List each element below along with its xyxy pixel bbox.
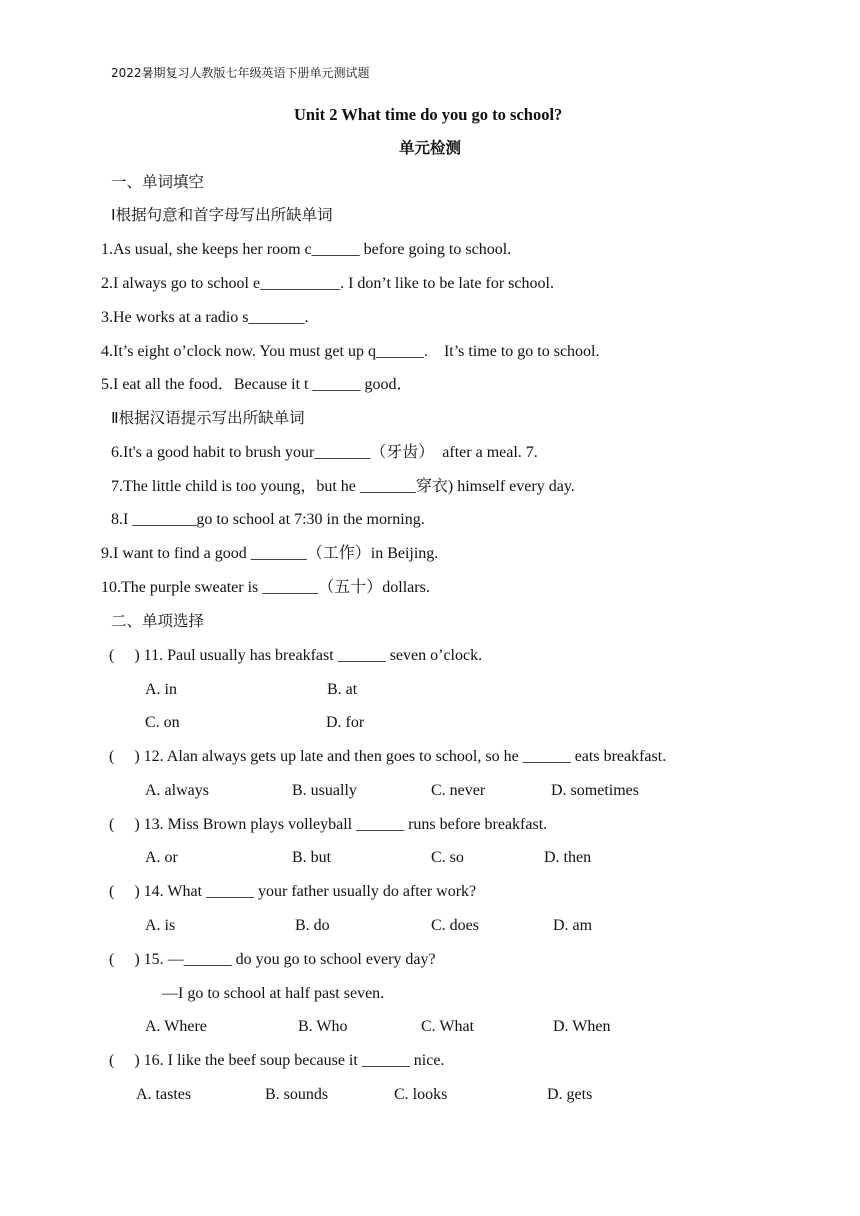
question-13-option-b: B. but [292,849,332,866]
question-12-option-b: B. usually [292,782,357,799]
question-9: 9.I want to find a good _______（工作）in Beijing. [101,545,439,562]
question-16-option-d: D. gets [547,1086,593,1103]
question-14-option-d: D. am [553,917,593,934]
question-12-option-d: D. sometimes [551,782,639,799]
question-14-stem: ( ) 14. What ______ your father usually do after work? [109,883,477,900]
question-15-answer-line: —I go to school at half past seven. [162,985,385,1002]
section1-part1-heading: I根据句意和首字母写出所缺单词 [111,206,333,224]
section1-part2-heading: Ⅱ根据汉语提示写出所缺单词 [111,409,305,427]
page-header: 2022暑期复习人教版七年级英语下册单元测试题 [111,66,370,80]
section1-heading: 一、单词填空 [111,173,205,191]
question-12-option-a: A. always [145,782,209,799]
question-15-option-d: D. When [553,1018,611,1035]
question-14-option-a: A. is [145,917,176,934]
section2-heading: 二、单项选择 [111,612,205,630]
question-1: 1.As usual, she keeps her room c______ before going to school. [101,241,512,258]
question-15-option-a: A. Where [145,1018,207,1035]
question-11-option-a: A. in [145,681,177,698]
question-16-option-a: A. tastes [136,1086,192,1103]
question-3: 3.He works at a radio s_______. [101,309,309,326]
question-7: 7.The little child is too young，but he _______穿衣) himself every day. [111,478,575,495]
question-4: 4.It’s eight o’clock now. You must get up q______. It’s time to go to school. [101,343,600,360]
document-subtitle: 单元检测 [399,139,462,157]
question-14-option-c: C. does [431,917,479,934]
question-11-option-b: B. at [327,681,358,698]
document-title: Unit 2 What time do you go to school? [294,105,563,124]
question-16-stem: ( ) 16. I like the beef soup because it ______ nice. [109,1052,445,1069]
question-8: 8.I ________go to school at 7:30 in the morning. [111,511,425,528]
question-16-option-b: B. sounds [265,1086,329,1103]
question-12-option-c: C. never [431,782,486,799]
question-16-option-c: C. looks [394,1086,448,1103]
question-11-stem: ( ) 11. Paul usually has breakfast ______ seven o’clock. [109,647,483,664]
question-11-option-c: C. on [145,714,180,731]
question-12-stem: ( ) 12. Alan always gets up late and then goes to school, so he ______ eats breakfast. [109,748,667,765]
question-13-option-d: D. then [544,849,592,866]
question-10: 10.The purple sweater is _______（五十）dollars. [101,579,430,596]
question-13-stem: ( ) 13. Miss Brown plays volleyball ______ runs before breakfast. [109,816,548,833]
question-6: 6.It's a good habit to brush your_______（牙齿） after a meal. 7. [111,444,538,461]
question-15-option-c: C. What [421,1018,475,1035]
question-2: 2.I always go to school e__________. I don’t like to be late for school. [101,275,554,292]
question-15-stem: ( ) 15. —______ do you go to school every day? [109,951,436,968]
question-13-option-c: C. so [431,849,464,866]
question-11-option-d: D. for [326,714,365,731]
question-5: 5.I eat all the food．Because it t ______ good． [101,376,413,393]
question-15-option-b: B. Who [298,1018,348,1035]
question-14-option-b: B. do [295,917,330,934]
question-13-option-a: A. or [145,849,178,866]
